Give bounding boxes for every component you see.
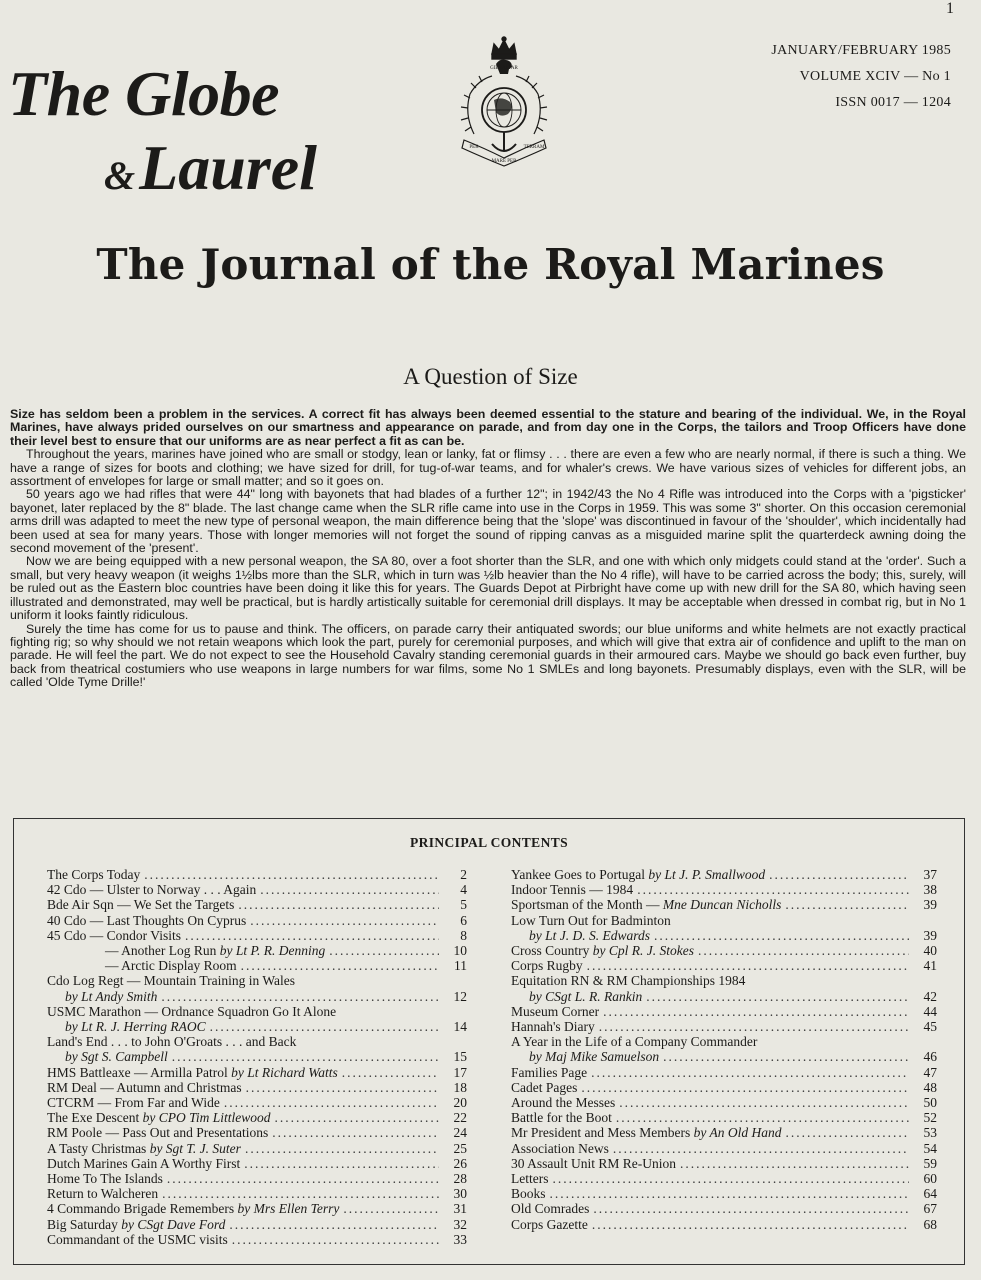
entry-author: by Lt P. R. Denning	[219, 943, 326, 959]
contents-entry[interactable]	[511, 867, 937, 882]
entry-title	[511, 928, 650, 943]
leader-dots	[260, 882, 439, 897]
entry-title	[47, 1019, 206, 1034]
contents-entry[interactable]	[511, 1110, 937, 1125]
entry-title-text: 30 Assault Unit RM Re-Union	[511, 1155, 677, 1171]
leader-dots	[581, 1080, 909, 1095]
entry-page: 5	[460, 897, 467, 913]
royal-marines-crest-icon	[454, 36, 554, 186]
entry-page: 32	[453, 1216, 467, 1232]
entry-title-text: Land's End . . . to John O'Groats . . . and Back	[47, 1034, 297, 1050]
entry-title-text: — Arctic Display Room	[105, 958, 237, 974]
contents-entry[interactable]	[47, 928, 467, 943]
entry-title-text: Low Turn Out for Badminton	[511, 912, 671, 928]
crest-text-right: TERRAM	[523, 145, 545, 150]
entry-title	[47, 1156, 240, 1171]
contents-entry[interactable]	[511, 1125, 937, 1140]
contents-entry[interactable]	[47, 897, 467, 912]
entry-page: 47	[923, 1064, 937, 1080]
entry-title	[47, 882, 256, 897]
leader-dots	[342, 1065, 439, 1080]
contents-entry[interactable]	[47, 958, 467, 973]
entry-title-text: CTCRM — From Far and Wide	[47, 1095, 220, 1111]
leader-dots	[603, 1004, 909, 1019]
entry-title-text: Corps Gazette	[511, 1216, 588, 1232]
entry-author: by Lt R. J. Herring RAOC	[65, 1019, 206, 1035]
contents-entry[interactable]	[511, 1019, 937, 1034]
contents-entry[interactable]	[511, 943, 937, 958]
leader-dots	[698, 943, 909, 958]
entry-page: 26	[453, 1155, 467, 1171]
entry-title-text: — Another Log Run	[105, 943, 217, 959]
entry-title	[47, 1141, 241, 1156]
entry-page: 12	[453, 988, 467, 1004]
entry-page: 54	[923, 1140, 937, 1156]
title-ampersand: &	[104, 153, 136, 198]
entry-title	[47, 1004, 336, 1019]
issue-issn: ISSN 0017 — 1204	[835, 95, 951, 110]
page-number: 1	[946, 0, 954, 17]
entry-title	[511, 1019, 595, 1034]
entry-author: Mne Duncan Nicholls	[662, 897, 782, 913]
crest-text-left: PER	[469, 145, 479, 150]
leader-dots	[616, 1110, 909, 1125]
entry-title-text: A Tasty Christmas	[47, 1140, 147, 1156]
contents-entry[interactable]	[47, 1141, 467, 1156]
entry-page: 4	[460, 882, 467, 898]
entry-author: by CSgt Dave Ford	[121, 1216, 226, 1232]
entry-title-text: Battle for the Boot	[511, 1110, 612, 1126]
contents-entry[interactable]	[511, 1186, 937, 1201]
entry-title	[511, 1201, 589, 1216]
entry-title-text: Home To The Islands	[47, 1171, 163, 1187]
entry-title	[511, 913, 671, 928]
leader-dots	[161, 989, 439, 1004]
entry-title	[511, 1034, 757, 1049]
leader-dots	[244, 1156, 439, 1171]
contents-entry[interactable]	[47, 943, 467, 958]
editorial-paragraph: 50 years ago we had rifles that were 44" long with bayonets that had blades of a further 12"; in 1942/43 the No 4 Rifle was introduced into the Corps with a 'pigsticker' bayonet, later replaced by the 8" blade. The last change came when the SLR rifle came into use in the Corps in 1959. This was some 3" shorter. On this occasion ceremonial arms drill was adapted to meet the new type of personal weapon, the main difference being that the 'slope' was discontinued in favour of the 'shoulder', which incidentally had been used at sea for many years. Those with longer memories will not forget the sound of ripping canvas as a misguided marine split the quarterdeck awning doing the second movement of the 'present'.	[10, 487, 966, 556]
leader-dots	[167, 1171, 439, 1186]
leader-dots	[637, 882, 909, 897]
contents-entry[interactable]	[47, 1065, 467, 1080]
editorial-paragraph: Throughout the years, marines have joined who are small or stodgy, lean or lanky, fat or flimsy . . . there are even a few who are nearly normal, if there is such a thing. We have a range of sizes for boots and clothing; we have sized for drill, for tug-of-war teams, and for whaler's crews. We have various sizes of vehicles for different jobs, an assortment of envelopes for large or small matter; and so it goes on.	[10, 447, 966, 489]
entry-page: 22	[453, 1110, 467, 1126]
entry-page: 59	[923, 1155, 937, 1171]
contents-entry[interactable]	[511, 973, 937, 988]
entry-title-text: HMS Battleaxe — Armilla Patrol	[47, 1064, 228, 1080]
contents-entry[interactable]	[511, 989, 937, 1004]
issue-info	[771, 38, 951, 116]
entry-title	[511, 1171, 548, 1186]
entry-author: by Lt Richard Watts	[231, 1064, 338, 1080]
entry-page: 14	[453, 1019, 467, 1035]
entry-title	[511, 1095, 615, 1110]
contents-entry[interactable]	[47, 1004, 467, 1019]
entry-page: 67	[923, 1201, 937, 1217]
entry-title	[47, 943, 325, 958]
contents-entry[interactable]	[47, 1080, 467, 1095]
entry-page: 38	[923, 882, 937, 898]
entry-title-text: Return to Walcheren	[47, 1186, 159, 1202]
entry-title	[47, 1217, 225, 1232]
entry-title	[47, 1095, 220, 1110]
contents-entry[interactable]	[511, 882, 937, 897]
entry-page: 48	[923, 1079, 937, 1095]
entry-title	[511, 1110, 612, 1125]
leader-dots	[587, 958, 909, 973]
entry-title	[47, 1049, 168, 1064]
entry-page: 30	[453, 1186, 467, 1202]
leader-dots	[229, 1217, 439, 1232]
magazine-title-line2	[104, 132, 317, 203]
contents-entry[interactable]	[511, 913, 937, 928]
contents-entry[interactable]	[511, 1171, 937, 1186]
entry-title	[511, 1125, 781, 1140]
entry-title	[511, 1217, 588, 1232]
entry-title	[511, 1065, 587, 1080]
entry-title	[511, 1004, 599, 1019]
entry-title-text: Hannah's Diary	[511, 1019, 595, 1035]
leader-dots	[232, 1232, 439, 1247]
contents-entry[interactable]	[47, 1186, 467, 1201]
leader-dots	[785, 1125, 909, 1140]
entry-title-text: 45 Cdo — Condor Visits	[47, 927, 181, 943]
entry-page: 17	[453, 1064, 467, 1080]
entry-page: 52	[923, 1110, 937, 1126]
contents-entry[interactable]	[511, 1080, 937, 1095]
entry-title	[47, 1065, 338, 1080]
entry-author: by Maj Mike Samuelson	[529, 1049, 660, 1065]
entry-page: 31	[453, 1201, 467, 1217]
entry-title-text: Cdo Log Regt — Mountain Training in Wales	[47, 973, 296, 989]
entry-title-text: Commandant of the USMC visits	[47, 1231, 228, 1247]
entry-title-text: Cadet Pages	[511, 1079, 578, 1095]
entry-title	[47, 1186, 158, 1201]
contents-entry[interactable]	[511, 897, 937, 912]
entry-title	[511, 1156, 676, 1171]
entry-title	[47, 1034, 296, 1049]
entry-title-text: Books	[511, 1186, 546, 1202]
leader-dots	[550, 1186, 909, 1201]
contents-entry[interactable]	[47, 1217, 467, 1232]
contents-entry[interactable]	[47, 1095, 467, 1110]
entry-page: 45	[923, 1019, 937, 1035]
entry-title	[511, 1141, 609, 1156]
contents-entry[interactable]	[511, 1065, 937, 1080]
contents-entry[interactable]	[511, 1156, 937, 1171]
entry-title-text: RM Poole — Pass Out and Presentations	[47, 1125, 269, 1141]
leader-dots	[224, 1095, 439, 1110]
contents-entry[interactable]	[47, 1019, 467, 1034]
contents-entry[interactable]	[47, 867, 467, 882]
journal-title: The Journal of the Royal Marines	[96, 240, 885, 289]
entry-title	[47, 989, 157, 1004]
leader-dots	[552, 1171, 909, 1186]
entry-page: 68	[923, 1216, 937, 1232]
leader-dots	[238, 897, 439, 912]
entry-page: 44	[923, 1003, 937, 1019]
title-laurel: Laurel	[139, 132, 317, 203]
entry-page: 37	[923, 867, 937, 882]
contents-entry[interactable]	[47, 973, 467, 988]
entry-page: 25	[453, 1140, 467, 1156]
entry-title	[47, 928, 181, 943]
entry-page: 33	[453, 1231, 467, 1247]
entry-title-text: USMC Marathon — Ordnance Squadron Go It Alone	[47, 1003, 337, 1019]
leader-dots	[210, 1019, 439, 1034]
contents-entry[interactable]	[511, 928, 937, 943]
entry-page: 42	[923, 988, 937, 1004]
editorial-body	[10, 408, 966, 690]
entry-title-text: Yankee Goes to Portugal	[511, 867, 645, 882]
contents-entry[interactable]	[47, 882, 467, 897]
magazine-title-line1: The Globe	[8, 58, 279, 129]
contents-entry[interactable]	[47, 989, 467, 1004]
principal-contents	[13, 818, 965, 1265]
entry-author: by CPO Tim Littlewood	[142, 1110, 271, 1126]
contents-entry[interactable]	[511, 1095, 937, 1110]
entry-title	[47, 958, 237, 973]
entry-page: 11	[454, 958, 467, 974]
leader-dots	[654, 928, 909, 943]
entry-page: 46	[923, 1049, 937, 1065]
entry-page: 64	[923, 1186, 937, 1202]
contents-entry[interactable]	[511, 1141, 937, 1156]
entry-author: by Lt J. D. S. Edwards	[529, 927, 650, 943]
editorial-paragraph: Surely the time has come for us to pause and think. The officers, on parade carry their antiquated swords; our blue uniforms and white helmets are not exactly practical fighting rig; so why should we not retain weapons which look the part, purely for ceremonial purposes, and which will give that extra air of confidence and uplift to the man on parade. He will feel the part. We do not expect to see the Household Cavalry standing ceremonial guards in their armoured cars. Maybe we should go back even further, buy back from theatrical costumiers who use weapons in large numbers for war films, some No 1 SMLEs and long bayonets. Presumably displays, even with the SLR, will be called 'Olde Tyme Drille!'	[10, 621, 966, 690]
leader-dots	[680, 1156, 909, 1171]
entry-title	[47, 973, 295, 988]
contents-right-column	[511, 867, 937, 1232]
contents-entry[interactable]	[47, 1201, 467, 1216]
leader-dots	[619, 1095, 909, 1110]
entry-page: 2	[460, 867, 467, 882]
entry-title-text: Families Page	[511, 1064, 588, 1080]
entry-author: by Lt Andy Smith	[65, 988, 158, 1004]
entry-author: by Cpl R. J. Stokes	[592, 943, 694, 959]
entry-title-text: Mr President and Mess Members	[511, 1125, 691, 1141]
entry-page: 50	[923, 1095, 937, 1111]
entry-author: by Lt J. P. Smallwood	[648, 867, 766, 882]
leader-dots	[185, 928, 439, 943]
contents-entry[interactable]	[47, 1110, 467, 1125]
leader-dots	[592, 1217, 909, 1232]
contents-entry[interactable]	[47, 913, 467, 928]
contents-entry[interactable]	[511, 1034, 937, 1049]
entry-title-text: The Exe Descent	[47, 1110, 140, 1126]
entry-title-text: Equitation RN & RM Championships 1984	[511, 973, 746, 989]
entry-title	[511, 897, 781, 912]
entry-title-text: Corps Rugby	[511, 958, 583, 974]
entry-title-text: Indoor Tennis — 1984	[511, 882, 634, 898]
entry-title	[47, 1080, 242, 1095]
entry-title-text: RM Deal — Autumn and Christmas	[47, 1079, 242, 1095]
entry-title-text: Cross Country	[511, 943, 590, 959]
leader-dots	[162, 1186, 439, 1201]
entry-page: 18	[453, 1079, 467, 1095]
entry-title	[47, 897, 234, 912]
entry-title	[511, 973, 745, 988]
leader-dots	[246, 1080, 439, 1095]
contents-entry[interactable]	[47, 1125, 467, 1140]
entry-title	[47, 1110, 270, 1125]
editorial-title: A Question of Size	[403, 364, 578, 389]
editorial-paragraph: Size has seldom been a problem in the services. A correct fit has always been deemed essential to the stature and bearing of the individual. We, in the Royal Marines, have always prided ourselves on our smartness and appearance on parade, and from day one in the Corps, the tailors and Troop Officers have done their level best to ensure that our uniforms are as near perfect a fit as can be.	[10, 407, 966, 448]
leader-dots	[144, 867, 439, 882]
crest-text-bottom: MARE PER	[491, 159, 517, 164]
entry-title-text: Around the Messes	[511, 1095, 616, 1111]
leader-dots	[785, 897, 909, 912]
entry-title-text: 4 Commando Brigade Remembers	[47, 1201, 235, 1217]
leader-dots	[245, 1141, 439, 1156]
entry-page: 39	[923, 927, 937, 943]
entry-title-text: Sportsman of the Month —	[511, 897, 660, 913]
entry-title	[511, 989, 642, 1004]
entry-title-text: Big Saturday	[47, 1216, 118, 1232]
contents-entry[interactable]	[47, 1049, 467, 1064]
entry-page: 15	[453, 1049, 467, 1065]
entry-title-text: Letters	[511, 1171, 549, 1187]
leader-dots	[172, 1049, 439, 1064]
entry-title	[47, 1125, 268, 1140]
contents-heading: PRINCIPAL CONTENTS	[409, 835, 569, 850]
leader-dots	[646, 989, 909, 1004]
entry-title-text: Old Comrades	[511, 1201, 590, 1217]
contents-entry[interactable]	[47, 1232, 467, 1247]
entry-title	[47, 867, 140, 882]
entry-title-text: The Corps Today	[47, 867, 141, 882]
leader-dots	[769, 867, 909, 882]
leader-dots	[591, 1065, 909, 1080]
contents-entry[interactable]	[47, 1034, 467, 1049]
contents-entry[interactable]	[47, 1171, 467, 1186]
leader-dots	[272, 1125, 439, 1140]
entry-page: 28	[453, 1171, 467, 1187]
entry-title-text: 40 Cdo — Last Thoughts On Cyprus	[47, 912, 247, 928]
entry-title	[511, 1186, 546, 1201]
entry-title	[47, 1232, 228, 1247]
contents-entry[interactable]	[511, 1217, 937, 1232]
entry-page: 60	[923, 1171, 937, 1187]
entry-author: by Mrs Ellen Terry	[237, 1201, 340, 1217]
entry-title	[511, 1080, 577, 1095]
leader-dots	[663, 1049, 909, 1064]
entry-page: 10	[453, 943, 467, 959]
entry-author: by An Old Hand	[693, 1125, 782, 1141]
entry-page: 8	[460, 927, 467, 943]
entry-page: 41	[923, 958, 937, 974]
contents-entry[interactable]	[511, 1004, 937, 1019]
entry-author: by Sgt S. Campbell	[65, 1049, 168, 1065]
entry-author: by Sgt T. J. Suter	[149, 1140, 241, 1156]
entry-title	[47, 913, 246, 928]
entry-title-text: 42 Cdo — Ulster to Norway . . . Again	[47, 882, 257, 898]
issue-volume: VOLUME XCIV — No 1	[799, 69, 951, 84]
contents-entry[interactable]	[47, 1156, 467, 1171]
entry-title-text: Bde Air Sqn — We Set the Targets	[47, 897, 235, 913]
contents-entry[interactable]	[511, 958, 937, 973]
entry-title-text: Association News	[511, 1140, 609, 1156]
contents-entry[interactable]	[511, 1201, 937, 1216]
entry-title-text: A Year in the Life of a Company Commander	[511, 1034, 758, 1050]
entry-page: 40	[923, 943, 937, 959]
entry-page: 6	[460, 912, 467, 928]
leader-dots	[241, 958, 439, 973]
entry-page: 39	[923, 897, 937, 913]
leader-dots	[250, 913, 439, 928]
entry-title	[511, 943, 694, 958]
entry-title	[511, 1049, 659, 1064]
contents-entry[interactable]	[511, 1049, 937, 1064]
leader-dots	[593, 1201, 909, 1216]
leader-dots	[343, 1201, 439, 1216]
entry-title	[511, 867, 765, 882]
crest-text-top: GIBRALTAR	[490, 66, 518, 71]
entry-page: 24	[453, 1125, 467, 1141]
leader-dots	[329, 943, 439, 958]
entry-title-text: Museum Corner	[511, 1003, 600, 1019]
leader-dots	[274, 1110, 439, 1125]
leader-dots	[613, 1141, 909, 1156]
entry-title-text: Dutch Marines Gain A Worthy First	[47, 1155, 241, 1171]
entry-page: 53	[923, 1125, 937, 1141]
leader-dots	[599, 1019, 909, 1034]
entry-title	[47, 1201, 339, 1216]
entry-title	[511, 958, 583, 973]
entry-title	[511, 882, 633, 897]
contents-left-column	[47, 867, 467, 1247]
entry-title	[47, 1171, 163, 1186]
entry-author: by CSgt L. R. Rankin	[529, 988, 643, 1004]
issue-date: JANUARY/FEBRUARY 1985	[771, 43, 951, 58]
editorial-paragraph: Now we are being equipped with a new personal weapon, the SA 80, over a foot shorter than the SLR, and one with which only midgets could stand at the 'order'. Such a small, but very heavy weapon (it weighs 1½lbs more than the SLR, which in turn was ½lb heavier than the No 4 rifle), will have to be carried across the body; this, surely, will be ruled out as the Eastern bloc countries have been doing it like this for years. The Guards Depot at Pirbright have come up with new drill for the SA 80, which having seen illustrated and demonstrated, may well be practical, but is hardly artistically suitable for ceremonial drill displays. It may be acceptable when dressed in combat rig, but in No 1 uniform it looks faintly ridiculous.	[10, 554, 966, 623]
entry-page: 20	[453, 1095, 467, 1111]
